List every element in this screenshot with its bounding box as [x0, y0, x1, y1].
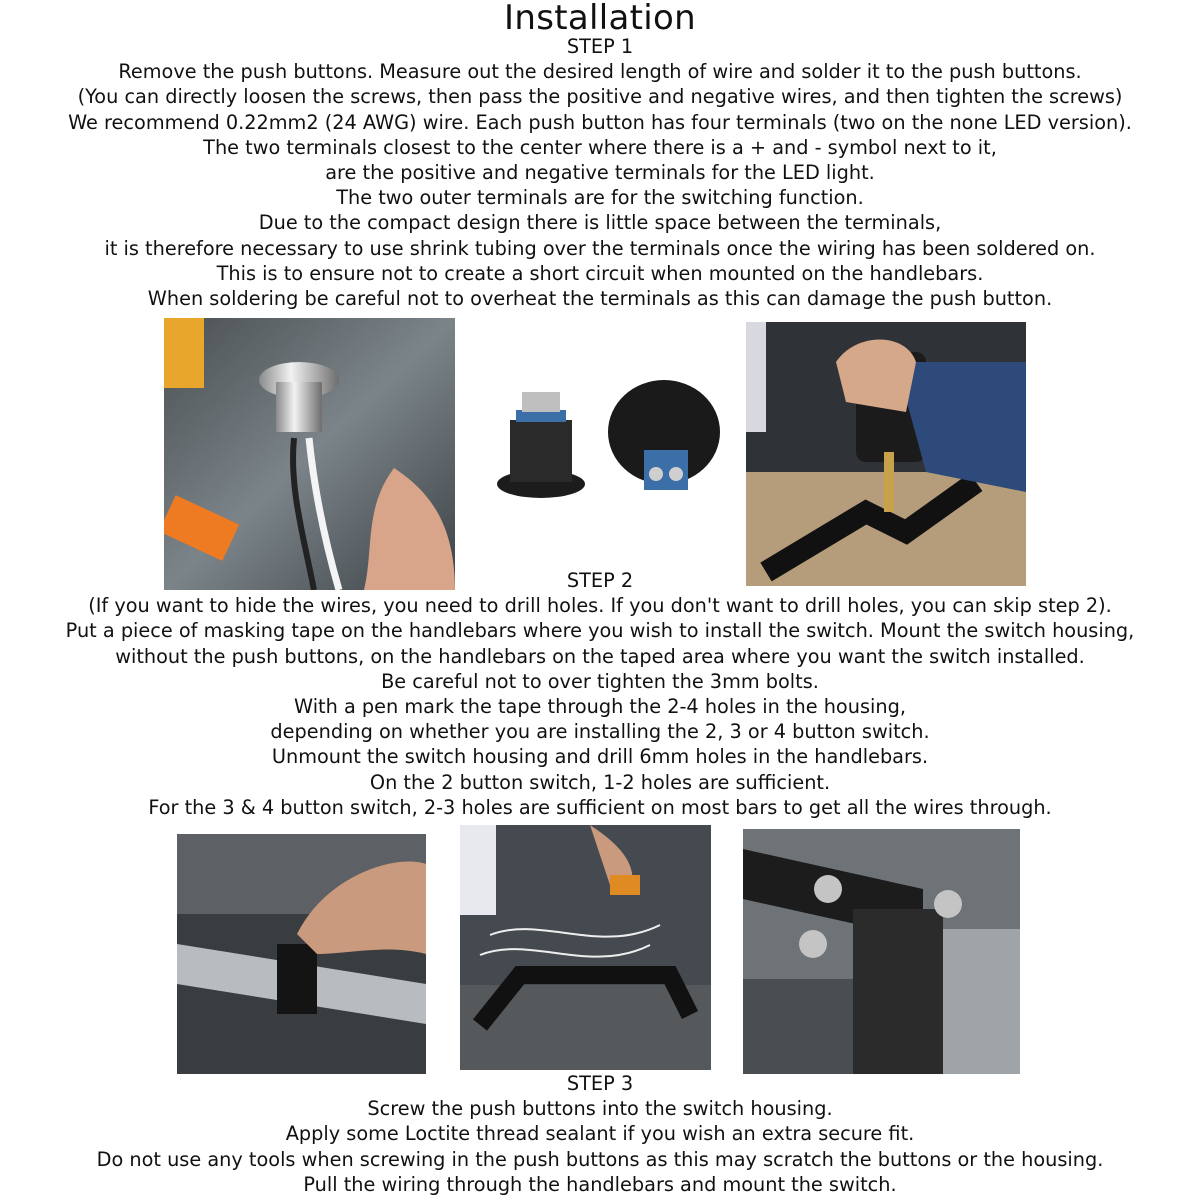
step1-line: are the positive and negative terminals for the LED light. — [325, 161, 875, 185]
step2-line: depending on whether you are installing the 2, 3 or 4 button switch. — [270, 720, 930, 744]
routing-wires-photo — [460, 825, 711, 1070]
step2-line: (If you want to hide the wires, you need to drill holes. If you don't want to drill holes, you can skip step 2). — [88, 594, 1112, 618]
step1-line: This is to ensure not to create a short circuit when mounted on the handlebars. — [216, 261, 984, 285]
step1-line: it is therefore necessary to use shrink tubing over the terminals once the wiring has been soldered on. — [104, 236, 1096, 260]
step1-line: Due to the compact design there is little space between the terminals, — [258, 211, 942, 235]
step2-line: Put a piece of masking tape on the handlebars where you wish to install the switch. Mount the switch housing, — [65, 619, 1135, 643]
push-buttons-photo — [464, 362, 740, 512]
step1-line: The two outer terminals are for the switching function. — [336, 186, 864, 210]
step3-heading: STEP 3 — [566, 1072, 634, 1095]
soldered-button-photo — [164, 318, 455, 590]
step2-line: On the 2 button switch, 1-2 holes are sufficient. — [369, 770, 831, 794]
step1-line: We recommend 0.22mm2 (24 AWG) wire. Each push button has four terminals (two on the none LED version). — [68, 110, 1132, 134]
step3-section — [0, 1071, 1200, 1197]
step2-line: without the push buttons, on the handlebars on the taped area where you want the switch installed. — [115, 644, 1085, 668]
step2-section — [0, 568, 1200, 820]
step1-line: When soldering be careful not to overheat the terminals as this can damage the push button. — [147, 287, 1053, 311]
step1-line: (You can directly loosen the screws, then pass the positive and negative wires, and then tighten the screws) — [77, 85, 1123, 109]
step2-heading: STEP 2 — [566, 569, 634, 592]
page-title: Installation — [504, 0, 696, 38]
step3-line: Do not use any tools when screwing in the push buttons as this may scratch the buttons or the housing. — [96, 1147, 1104, 1171]
step3-line: Pull the wiring through the handlebars and mount the switch. — [303, 1172, 897, 1196]
step2-line: With a pen mark the tape through the 2-4 holes in the housing, — [294, 695, 906, 719]
step2-line: For the 3 & 4 button switch, 2-3 holes are sufficient on most bars to get all the wires through. — [148, 795, 1052, 819]
step2-line: Unmount the switch housing and drill 6mm holes in the handlebars. — [271, 745, 929, 769]
step1-section — [0, 34, 1200, 311]
step1-heading: STEP 1 — [566, 35, 634, 58]
step3-line: Screw the push buttons into the switch housing. — [367, 1097, 833, 1121]
step2-line: Be careful not to over tighten the 3mm bolts. — [381, 669, 819, 693]
step1-line: The two terminals closest to the center where there is a + and - symbol next to it, — [203, 135, 997, 159]
mounted-switch-photo — [743, 829, 1020, 1074]
mounting-switch-photo — [177, 834, 426, 1074]
step3-line: Apply some Loctite thread sealant if you wish an extra secure fit. — [285, 1122, 915, 1146]
drilling-handlebar-photo — [746, 322, 1026, 586]
step1-line: Remove the push buttons. Measure out the desired length of wire and solder it to the push buttons. — [118, 60, 1082, 84]
